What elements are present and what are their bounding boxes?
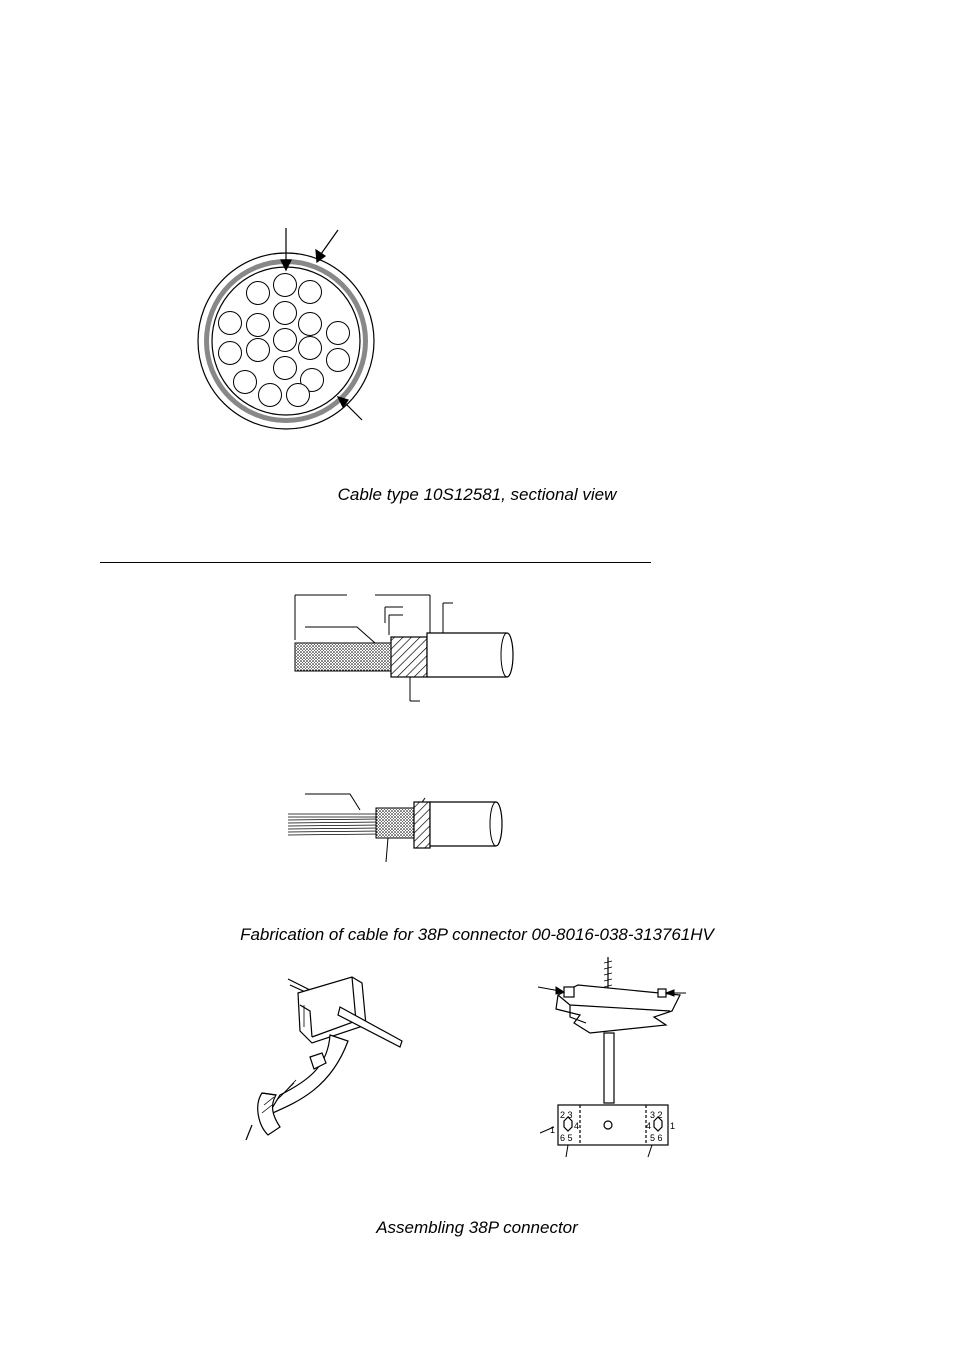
right-mid-pin-number: 4 xyxy=(646,1121,652,1131)
connector-hood-figure xyxy=(530,955,690,1165)
left-top-pin-numbers: 2 3 xyxy=(560,1110,573,1120)
connector-assembly-figure xyxy=(240,965,420,1145)
cable-fabrication-bottom-figure xyxy=(280,780,520,870)
fabrication-caption: Fabrication of cable for 38P connector 00-8016-038-313761HV xyxy=(240,925,714,944)
section-divider xyxy=(100,562,651,563)
right-outer-pin-number: 1 xyxy=(670,1121,676,1131)
left-mid-pin-number: 4 xyxy=(574,1121,580,1131)
right-top-pin-numbers: 3 2 xyxy=(650,1110,663,1120)
assembling-caption: Assembling 38P connector xyxy=(376,1218,578,1237)
cable-fabrication-top-figure xyxy=(285,585,525,710)
left-outer-pin-number: 1 xyxy=(550,1125,556,1135)
cable-section-figure xyxy=(190,220,390,435)
right-bottom-pin-numbers: 5 6 xyxy=(650,1133,663,1143)
sectional-view-caption: Cable type 10S12581, sectional view xyxy=(337,485,617,504)
left-bottom-pin-numbers: 6 5 xyxy=(560,1133,573,1143)
